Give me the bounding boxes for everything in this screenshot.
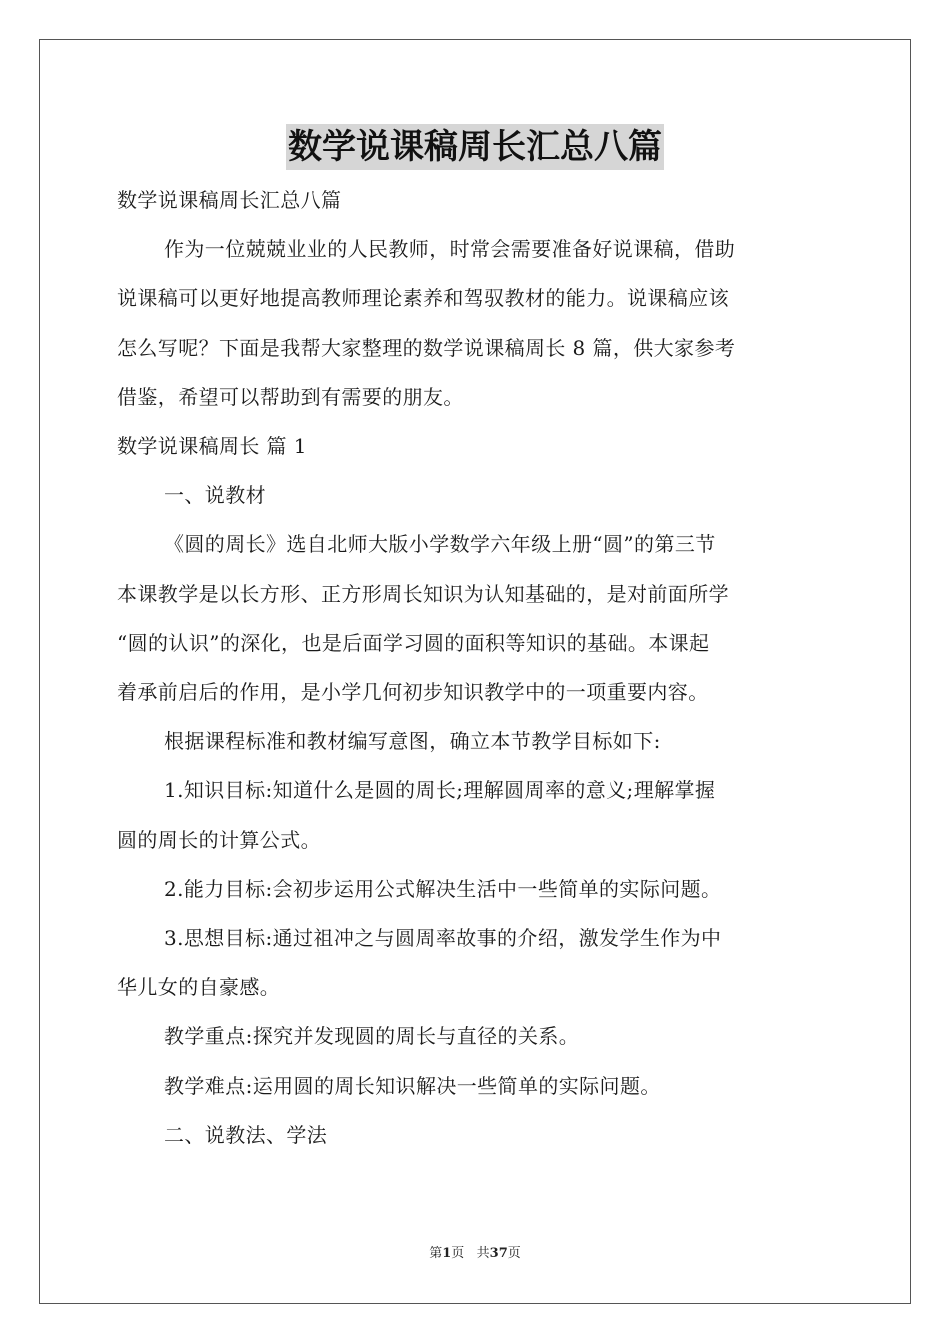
page-label-suffix: 页 bbox=[507, 1246, 521, 1261]
page-current-number: 1 bbox=[442, 1246, 452, 1261]
document-body bbox=[117, 176, 833, 1160]
subtitle-line: 数学说课稿周长汇总八篇 bbox=[117, 188, 342, 212]
paragraph-line: 作为一位兢兢业业的人民教师，时常会需要准备好说课稿，借助 bbox=[164, 237, 736, 262]
list-item-continuation: 圆的周长的计算公式。 bbox=[117, 827, 321, 852]
page-total-number: 37 bbox=[489, 1246, 508, 1261]
section-heading: 数学说课稿周长 篇 1 bbox=[117, 434, 307, 459]
page-label-mid: 页 共 bbox=[451, 1246, 490, 1261]
subsection-heading: 一、说教材 bbox=[164, 483, 266, 508]
list-item: 1.知识目标:知道什么是圆的周长;理解圆周率的意义;理解掌握 bbox=[164, 778, 716, 803]
page-footer bbox=[0, 1245, 950, 1263]
list-item: 3.思想目标:通过祖冲之与圆周率故事的介绍，激发学生作为中 bbox=[164, 926, 722, 951]
paragraph-line: 说课稿可以更好地提高教师理论素养和驾驭教材的能力。说课稿应该 bbox=[117, 286, 729, 311]
paragraph-line: 教学重点:探究并发现圆的周长与直径的关系。 bbox=[164, 1024, 580, 1049]
paragraph-line: 本课教学是以长方形、正方形周长知识为认知基础的，是对前面所学 bbox=[117, 581, 729, 606]
list-item-continuation: 华儿女的自豪感。 bbox=[117, 975, 281, 1000]
title-area bbox=[0, 124, 950, 170]
paragraph-line: 教学难点:运用圆的周长知识解决一些简单的实际问题。 bbox=[164, 1073, 661, 1098]
paragraph-line: 着承前启后的作用，是小学几何初步知识教学中的一项重要内容。 bbox=[117, 680, 709, 705]
paragraph-line: 《圆的周长》选自北师大版小学数学六年级上册“圆”的第三节 bbox=[164, 532, 716, 557]
paragraph-line: “圆的认识”的深化，也是后面学习圆的面积等知识的基础。本课起 bbox=[117, 630, 710, 655]
page-label-prefix: 第 bbox=[429, 1246, 443, 1261]
document-title: 数学说课稿周长汇总八篇 bbox=[286, 124, 664, 170]
list-item: 2.能力目标:会初步运用公式解决生活中一些简单的实际问题。 bbox=[164, 876, 722, 901]
paragraph-line: 怎么写呢？下面是我帮大家整理的数学说课稿周长 8 篇，供大家参考 bbox=[117, 335, 736, 360]
subsection-heading: 二、说教法、学法 bbox=[164, 1122, 328, 1147]
paragraph-line: 根据课程标准和教材编写意图，确立本节教学目标如下: bbox=[164, 729, 661, 754]
paragraph-line: 借鉴，希望可以帮助到有需要的朋友。 bbox=[117, 384, 464, 409]
